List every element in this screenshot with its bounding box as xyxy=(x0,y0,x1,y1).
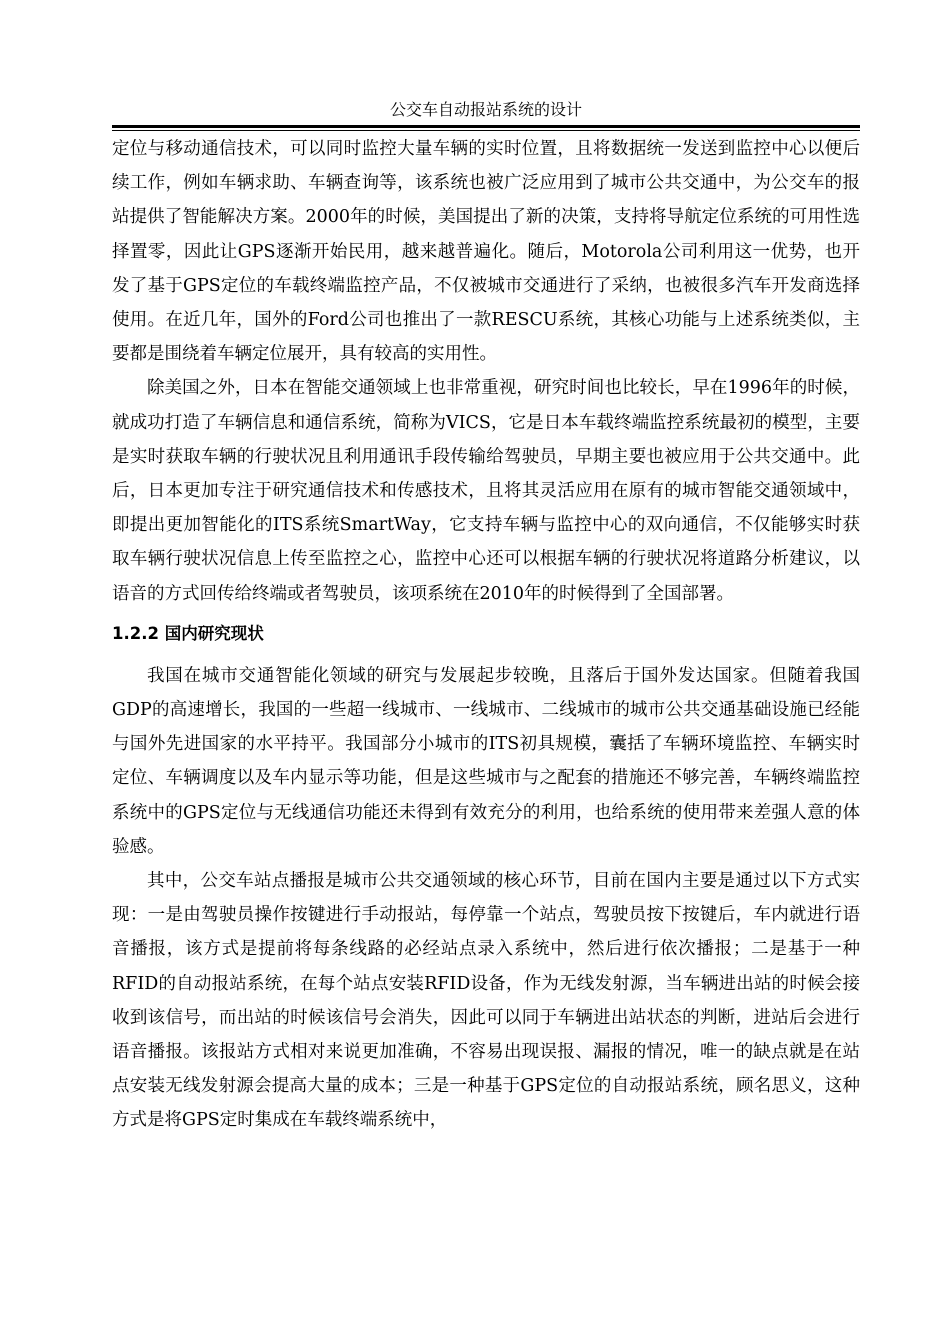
body-text xyxy=(112,132,860,1138)
header-rule-thick xyxy=(112,125,860,128)
header-rule-thin xyxy=(112,130,860,131)
running-header: 公交车自动报站系统的设计 xyxy=(389,100,582,119)
paragraph-japan-vics: 除美国之外，日本在智能交通领域上也非常重视，研究时间也比较长，早在1996年的时候，就成功打造了车辆信息和通信系统，简称为VICS，它是日本车载终端监控系统最初的模型，主要是实时获取车辆的行驶状况且利用通讯手段传输给驾驶员，早期主要也被应用于公共交通中。此后，日本更加专注于研究通信技术和传感技术，且将其灵活应用在原有的城市智能交通领域中，即提出更加智能化的ITS系统SmartWay，它支持车辆与监控中心的双向通信，不仅能够实时获取车辆行驶状况信息上传至监控之心，监控中心还可以根据车辆的行驶状况将道路分析建议，以语音的方式回传给终端或者驾驶员，该项系统在2010年的时候得到了全国部署。 xyxy=(112,378,860,604)
paragraph-station-announcement: 其中，公交车站点播报是城市公共交通领域的核心环节，目前在国内主要是通过以下方式实现：一是由驾驶员操作按键进行手动报站，每停靠一个站点，驾驶员按下按键后，车内就进行语音播报，该方式是提前将每条线路的必经站点录入系统中，然后进行依次播报；二是基于一种RFID的自动报站系统，在每个站点安装RFID设备，作为无线发射源，当车辆进出站的时候会接收到该信号，而出站的时候该信号会消失，因此可以同于车辆进出站状态的判断，进站后会进行语音播报。该报站方式相对来说更加准确，不容易出现误报、漏报的情况，唯一的缺点就是在站点安装无线发射源会提高大量的成本；三是一种基于GPS定位的自动报站系统，顾名思义，这种方式是将GPS定时集成在车载终端系统中， xyxy=(112,871,860,1131)
paragraph-gps-history: 定位与移动通信技术，可以同时监控大量车辆的实时位置，且将数据统一发送到监控中心以便后续工作，例如车辆求助、车辆查询等，该系统也被广泛应用到了城市公共交通中，为公交车的报站提供了智能解决方案。2000年的时候，美国提出了新的决策，支持将导航定位系统的可用性选择置零，因此让GPS逐渐开始民用，越来越普遍化。随后，Motorola公司利用这一优势，也开发了基于GPS定位的车载终端监控产品，不仅被城市交通进行了采纳，也被很多汽车开发商选择使用。在近几年，国外的Ford公司也推出了一款RESCU系统，其核心功能与上述系统类似，主要都是围绕着车辆定位展开，具有较高的实用性。 xyxy=(112,139,860,365)
section-heading: 1.2.2 国内研究现状 xyxy=(112,623,264,643)
paragraph-domestic-status: 我国在城市交通智能化领域的研究与发展起步较晚，且落后于国外发达国家。但随着我国GDP的高速增长，我国的一些超一线城市、一线城市、二线城市的城市公共交通基础设施已经能与国外先进国家的水平持平。我国部分小城市的ITS初具规模，囊括了车辆环境监控、车辆实时定位、车辆调度以及车内显示等功能，但是这些城市与之配套的措施还不够完善，车辆终端监控系统中的GPS定位与无线通信功能还未得到有效充分的利用，也给系统的使用带来差强人意的体验感。 xyxy=(112,665,860,857)
